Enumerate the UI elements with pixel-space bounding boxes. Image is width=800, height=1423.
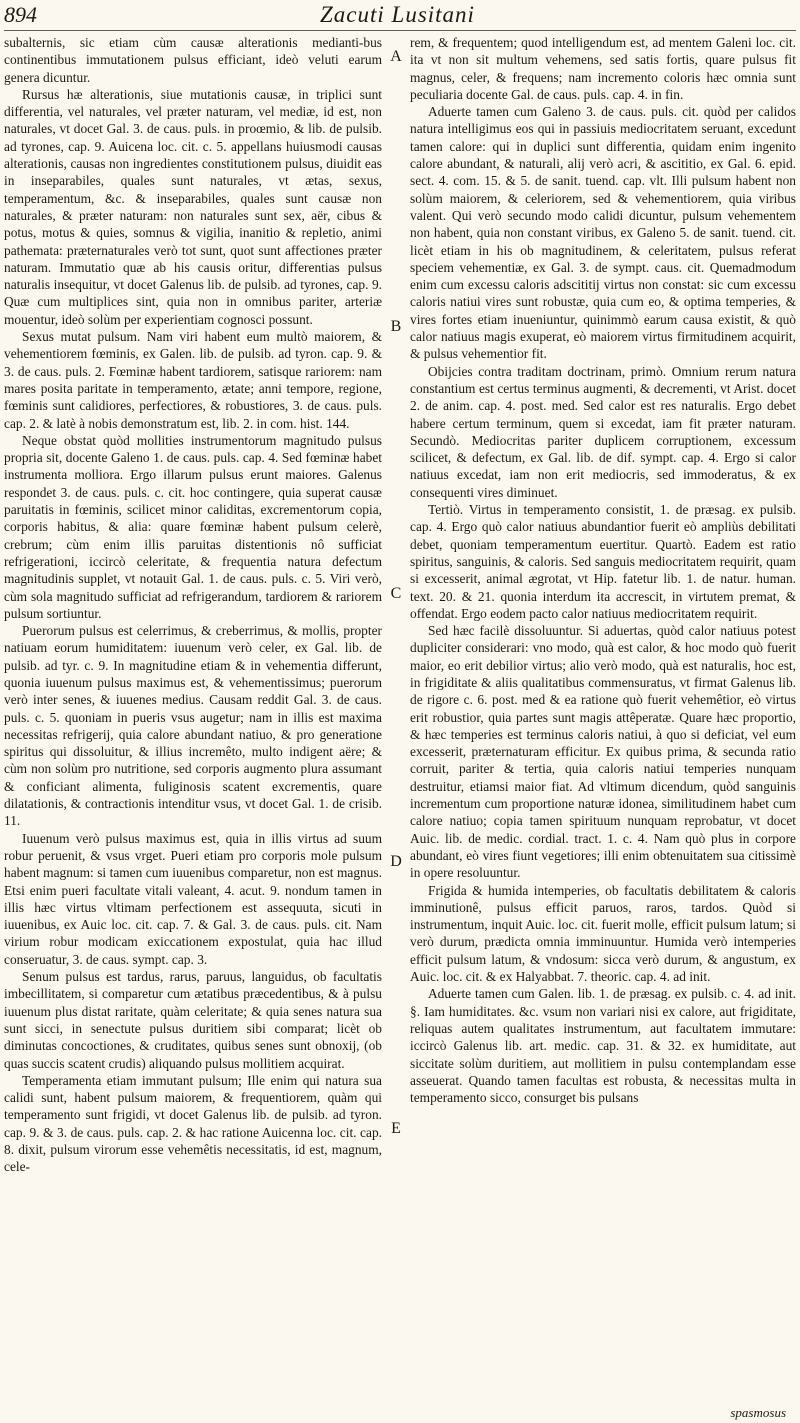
paragraph: rem, & frequentem; quod intelligendum est, ad mentem Galeni loc. cit. ita vt non sit multum vehemens, sed satis fortis, quare pulsus fit magnus, celer, & frequens; nam incremento coloris hæc omnia sunt peculiaria docente Gal. de caus. puls. cap. 4. in fin.	[410, 35, 796, 102]
paragraph: Aduerte tamen cum Galeno 3. de caus. puls. cit. quòd per calidos natura intelligimus eos qui in passiuis mediocritatem seruant, excedunt tamen calore: qui in duplici sunt differentia, quidam enim ingenito calore abundant, & naturali, alij verò acri, & ascititio, ex Gal. 6. epid. sect. 4. com. 15. & 5. de sanit. tuend. cap. vlt. Illi pulsum habent non solùm maiorem, & celeriorem, sed & vehementiorem, quia viribus valent. Qui verò secundo modo calidi dicuntur, pulsum vehementem non habent, quia non constant viribus, ex Galeno 5. de sanit. tuend. cit. licèt etiam in his ob magnitudinem, & celeritatem, pulsus referat speciem vehementiæ, ex Gal. 3. de sympt. caus. cit. Quemadmodum enim cum excessu caloris adscititij virtus non constat: sic cum excessu caloris natiui vires sunt robustæ, quia cum eo, & optima temperies, & vires fortes etiam inueniuntur, quinimmò earum causa existit, & quò calor natiuus magis exuperat, eò maiorem virtus firmitudinem acquirit, & pulsus vehementior fit.	[410, 104, 796, 362]
header-rule	[4, 30, 796, 31]
paragraph: Neque obstat quòd mollities instrumentorum magnitudo pulsus propria sit, docente Galeno 1. de caus. puls. cap. 4. Sed fœminæ habet instrumenta molliora. Ergo illarum pulsus erunt maiores. Galenus respondet 3. de caus. puls. c. cit. hoc contingere, quia superat causæ paruitatis in fœminis, scilicet minor caliditas, excrementorum copia, corporis habitus, & alia: quare fœminæ habent pulsum celerè, crebrum; cùm enim illis paruitas distentionis nô sufficiat refrigerationi, iccircò celeritate, & frequentia natura defectum magnitudinis supplet, vt notauit Gal. 1. de caus. puls. c. 5. Viri verò, cùm sola magnitudo sufficiat ad refrigerandum, tardiorem & rariorem pulsum sortiuntur.	[4, 432, 382, 621]
margin-letter-b: B	[390, 318, 402, 335]
margin-letter-a: A	[390, 48, 402, 65]
left-column	[4, 34, 382, 1414]
margin-letter-c: C	[390, 585, 402, 602]
page-number: 894	[4, 2, 37, 27]
paragraph: Senum pulsus est tardus, rarus, paruus, languidus, ob facultatis imbecillitatem, si comparetur cum ætatibus præcedentibus, & à pulsu iuuenum plus distat raritate, quàm celeritate; & quia senes natura sua sunt sicci, in senectute pulsus duritiem sibi comparat; licèt ob diminutas concoctiones, & cruditates, quibus senes sunt obnoxij, (ob quas succis scatent crudis) aliquando pulsus mollitiem acquirat.	[4, 969, 382, 1071]
paragraph: Tertiò. Virtus in temperamento consistit, 1. de præsag. ex pulsib. cap. 4. Ergo quò calor natiuus abundantior fuerit eò ampliùs debilitati debet, quoniam temperamentum euertitur. Quartò. Eadem est ratio spiritus, sanguinis, & caloris. Sed sanguis mediocritatem requirit, quam si excesserit, animal ægrotat, vt Hip. fatetur lib. 1. de natur. human. text. 20. & 21. quonia interdum ita accrescit, in virtutem premat, & offendat. Ergo eodem pacto calor natiuus mediocritatem requirit.	[410, 502, 796, 621]
paragraph: Iuuenum verò pulsus maximus est, quia in illis virtus ad suum robur peruenit, & vsus vrget. Pueri etiam pro corporis mole pulsum habent magnum: si tamen cum iuuenibus comparetur, non est magnus. Etsi enim pueri facultate vitali valeant, 4. acut. 9. nondum tamen in illis hæc virtus vltimam perfectionem est assequuta, sicuti in iuuenibus, ex Auic loc. cit. cap. 7. & Gal. 3. de caus. puls. cit. Nam virium robur modicam exiccationem expostulat, quia hac illud conseruatur, 3. de caus. sympt. cap. 3.	[4, 830, 382, 967]
paragraph: Frigida & humida intemperies, ob facultatis debilitatem & caloris imminutionê, pulsus efficit paruos, raros, tardos. Quòd si instrumentum, inquit Auic. loc. cit. fuerit molle, efficit pulsum latum; si verò durum, prædicta omnia imminuuntur. Humida verò intemperies efficit pulsum latum, & vndosum: sicca verò durum, & angustum, ex Auic. loc. cit. & ex Halyabbat. 7. theoric. cap. 4. ad init.	[410, 882, 796, 985]
margin-letter-e: E	[391, 1120, 401, 1137]
paragraph: Temperamenta etiam immutant pulsum; Ille enim qui natura sua calidi sunt, habent pulsum maiorem, & frequentiorem, quàm qui temperamento sunt frigidi, vt docet Galenus lib. de pulsib. ad tyron. cap. 9. & 3. de caus. puls. cap. 2. & hac ratione Auicenna loc. cit. cap. 8. dixit, pulsum virorum esse vehemêtis necessitatis, id est, magnum, cele-	[4, 1072, 382, 1175]
margin-letter-d: D	[390, 853, 402, 870]
paragraph: Puerorum pulsus est celerrimus, & creberrimus, & mollis, propter natiuam eorum humiditatem: iuuenum verò celer, ex Gal. lib. de pulsib. ad tyr. c. 9. In magnitudine etiam & in vehementia differunt, quonia iuuenum pulsus maximus est, & vehementissimus; puerorum verò inter senes, & iuuenes medius. Causam reddit Gal. 3. de caus. puls. c. 5. quoniam in pueris vsus augetur; nam in illis est maxima necessitas refrigerij, quia calore abundant natiuo, & pro generatione spiritus qui dissoluitur, & illius incremêto, multo indigent aëre; & cùm non solùm pro nutritione, sed corporis augmento plura assumant & conficiant alimenta, fuliginosis scatent excrementis, quare dilatationis, & contractionis intenditur vsus, vt docet Gal. 1. de crisib. 11.	[4, 623, 382, 829]
paragraph: Rursus hæ alterationis, siue mutationis causæ, in triplici sunt differentia, vel naturales, vel præter naturam, vel mediæ, id est, non naturales, vt docet Gal. 3. de caus. puls. in proœmio, & lib. de pulsib. ad tyrones, cap. 9. Auicena loc. cit. c. 5. appellans huiusmodi causas alterationis, causas non ingredientes constitutionem pulsus, diuidit eas in inseparabiles, quales sunt naturales, vt ætas, sexus, temperamentum, &c. & inseparabiles, quales sunt causæ non naturales, & præter naturam: non naturales sunt sex, aër, cibus & potus, motus & quies, somnus & vigilia, inanitio & repletio, animi pathemata: præternaturales verò tot sunt, quot sunt affectiones præter naturam. Immutatio quæ ab his causis oritur, differentias pulsus naturalis insequitur, vt docet Galenus lib. de pulsib. ad tyrones, cap. 9. Quæ cum multiplices sint, quia non in omnibus pariter, arteriæ mouentur, ideò solùm per experientiam cognosci possunt.	[4, 86, 382, 327]
right-column	[410, 34, 796, 1414]
paragraph: Obijcies contra traditam doctrinam, primò. Omnium rerum natura constantium est certus terminus augmenti, & decrementi, vt Arist. docet 2. de anim. cap. 4. post. med. Sed calor est res naturalis. Ergo debet habere certum terminum, quem si excedat, iam fit præter naturam. Secundò. Mediocritas pariter duplicem corruptionem, excessum scilicet, & defectum, ex Gal. lib. de dif. sympt. cap. 4. Ergo si calor natiuus excedat, iam non erit mediocris, sed immoderatus, & ex consequenti vires diminuet.	[410, 363, 796, 500]
running-title: Zacuti Lusitani	[320, 2, 475, 27]
paragraph: Sexus mutat pulsum. Nam viri habent eum multò maiorem, & vehementiorem fœminis, ex Galen. lib. de pulsib. ad tyron. cap. 9. & 3. de caus. puls. 2. Fœminæ habent tardiorem, satisque rariorem: nam mares posita paritate in temperamento, ætate; anni tempore, regione, fœminis sunt calidiores, perfectiores, & robustiores, 3. de caus. puls. cap. 2. & latè à nobis demonstratum est, lib. 2. in com. hist. 144.	[4, 329, 382, 431]
catchword: spasmosus	[730, 1405, 786, 1420]
paragraph: subalternis, sic etiam cùm causæ alterationis medianti-bus continentibus immutationem pulsus efficiant, ideò veluti earum genera dicuntur.	[4, 35, 382, 85]
paragraph: Sed hæc facilè dissoluuntur. Si aduertas, quòd calor natiuus potest dupliciter considerari: vno modo, quà est calor, & hoc modo quò fuerit maior, eo erit debilior virtus; alio verò modo, quà est naturalis, hoc est, in frigiditate & aliis qualitatibus commensuratus, vt firmat Galenus lib. de rigore c. 6. post. med & ea ratione quò fuerit vehemêtior, eò virtus erit robustior, quia partes sunt magis attêperatæ. Quare hæc proportio, & hæc temperies est terminus caloris natiui, à quo si deficiat, vel eum excesserit, præternaturam efficitur. Ex quibus prima, & secunda ratio corruit, pariter & tertia, quia caloris natiui temperies nunquam destruitur, etiamsi maior fiat. Ad vltimum dicendum, quòd sanguinis incrementum cum proportione naturæ idonea, similitudinem habet cum calore natiuo; copia tamen spirituum nunquam reprobatur, vt docet Auic. lib. de medic. cordial. tract. 1. c. 4. Nam quò plus in corpore abundant, eò vires fiunt vegetiores; illi enim obtenuitatem sua citissimè in opere resoluuntur.	[410, 623, 796, 881]
paragraph: Aduerte tamen cum Galen. lib. 1. de præsag. ex pulsib. c. 4. ad init. §. Iam humiditates. &c. vsum non variari nisi ex calore, aut frigiditate, reliquas autem qualitates instrumentum, aut facultatem immutare: iccircò Galenus lib. art. medic. cap. 31. & 32. ex humiditate, aut siccitate solùm duritiem, aut mollitiem in pulsu contemplandam esse asseuerat. Quando tamen facultas est robusta, & necessitas multa in temperamento sicco, consurget bis pulsans	[410, 986, 796, 1106]
